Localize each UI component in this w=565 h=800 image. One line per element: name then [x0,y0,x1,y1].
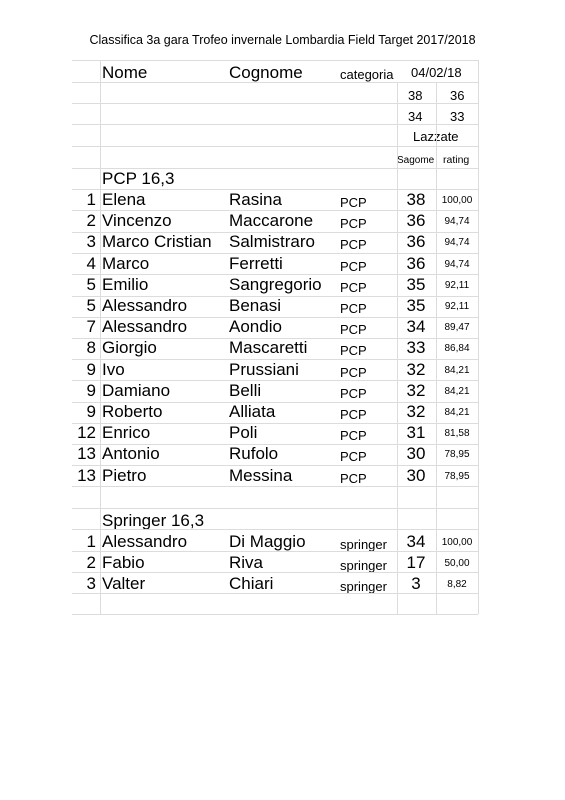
row-categoria: PCP [340,195,367,210]
header-cognome: Cognome [229,63,303,82]
grid-line [72,317,478,318]
grid-line [72,486,478,487]
grid-line [72,593,478,594]
header-r3a: 34 [408,109,423,124]
row-cognome: Messina [229,465,293,485]
row-rating: 84,21 [444,364,470,376]
grid-line [72,146,478,147]
grid-line [72,551,478,552]
row-cognome: Rufolo [229,444,279,464]
row-position: 12 [77,423,96,443]
row-position: 2 [86,211,96,231]
row-nome: Vincenzo [102,211,172,231]
row-position: 9 [86,359,96,379]
row-categoria: springer [340,579,387,595]
grid-line [72,359,478,360]
header-sagome: Sagome [397,155,435,166]
row-cognome: Chiari [229,574,274,594]
row-categoria: springer [340,558,387,574]
grid-line [72,82,478,83]
row-rating: 94,74 [444,258,470,270]
row-cognome: Ferretti [229,253,283,273]
row-categoria: springer [340,537,387,552]
row-nome: Elena [102,190,146,209]
row-position: 5 [86,296,96,315]
row-categoria: PCP [340,301,367,316]
row-rating: 50,00 [444,558,470,570]
header-r2b: 36 [450,88,465,103]
grid-line [72,274,478,275]
grid-line [72,508,478,509]
row-categoria: PCP [340,237,367,253]
row-nome: Pietro [102,465,147,485]
row-score: 38 [406,190,426,209]
row-score: 32 [406,359,426,379]
row-position: 13 [77,444,96,464]
row-position: 3 [86,574,96,594]
row-position: 5 [86,274,96,294]
section-title-pcp: PCP 16,3 [102,169,175,188]
row-score: 35 [406,296,426,315]
row-position: 9 [86,380,96,400]
grid-line [72,338,478,339]
row-score: 34 [406,532,426,551]
row-categoria: PCP [340,216,367,232]
row-categoria: PCP [340,470,367,486]
row-categoria: PCP [340,407,367,422]
row-score: 30 [406,465,426,485]
section-title-springer: Springer 16,3 [102,511,205,530]
grid-line [72,60,478,61]
row-score: 32 [406,380,426,400]
grid-line [72,423,478,424]
grid-line [72,465,478,466]
grid-line [72,444,478,445]
row-nome: Alessandro [102,296,188,315]
row-score: 30 [406,444,426,464]
row-score: 36 [406,253,426,273]
row-position: 1 [86,532,96,551]
row-cognome: Prussiani [229,359,299,379]
row-rating: 81,58 [444,428,470,440]
row-categoria: PCP [340,322,367,338]
row-cognome: Rasina [229,190,282,209]
row-position: 3 [86,232,96,252]
grid-line [72,103,478,104]
row-score: 31 [406,423,426,443]
row-score: 32 [406,402,426,421]
grid-column-line [100,60,101,614]
header-rating: rating [443,154,470,166]
row-nome: Emilio [102,274,149,294]
row-cognome: Salmistraro [229,232,315,252]
row-nome: Marco Cristian [102,232,212,252]
row-score: 34 [406,317,426,337]
row-rating: 92,11 [444,279,470,291]
row-position: 9 [86,402,96,421]
row-score: 3 [411,574,421,594]
row-rating: 86,84 [444,343,470,355]
row-nome: Enrico [102,423,151,443]
row-rating: 78,95 [444,470,470,482]
row-rating: 92,11 [444,301,470,312]
row-position: 1 [86,190,96,209]
row-cognome: Maccarone [229,211,314,231]
row-nome: Damiano [102,380,171,400]
grid-line [72,189,478,190]
grid-line [72,529,478,530]
row-cognome: Aondio [229,317,282,337]
row-rating: 84,21 [444,407,470,418]
row-position: 2 [86,553,96,573]
row-categoria: PCP [340,343,367,359]
row-rating: 84,21 [444,385,470,397]
row-cognome: Alliata [229,402,276,421]
header-categoria: categoria [340,67,394,82]
row-position: 13 [77,465,96,485]
row-cognome: Benasi [229,296,281,315]
grid-line [72,232,478,233]
row-score: 35 [406,274,426,294]
row-categoria: PCP [340,258,367,274]
row-nome: Ivo [102,359,125,379]
row-nome: Antonio [102,444,160,464]
header-venue: Lazzate [413,129,459,144]
row-rating: 94,74 [444,216,470,228]
row-score: 36 [406,211,426,231]
grid-line [72,296,478,297]
row-rating: 100,00 [441,195,473,206]
row-categoria: PCP [340,449,367,465]
grid-line [72,253,478,254]
row-score: 36 [406,232,426,252]
row-rating: 8,82 [447,579,467,591]
document-title: Classifica 3a gara Trofeo invernale Lombardia Field Target 2017/2018 [89,33,476,47]
grid-line [72,124,478,125]
row-position: 4 [86,253,96,273]
grid-line [72,380,478,381]
row-categoria: PCP [340,364,367,380]
grid-line [72,168,478,169]
grid-column-line [436,82,437,614]
header-nome: Nome [102,63,148,82]
row-nome: Fabio [102,553,145,573]
row-cognome: Belli [229,380,262,400]
row-nome: Alessandro [102,532,188,551]
row-nome: Roberto [102,402,163,421]
header-r2a: 38 [408,88,423,103]
row-score: 33 [406,338,426,358]
row-cognome: Sangregorio [229,274,322,294]
row-rating: 78,95 [444,449,470,461]
row-rating: 89,47 [444,322,470,334]
row-rating: 94,74 [444,237,470,249]
grid-column-line [397,82,398,614]
row-nome: Giorgio [102,338,157,358]
grid-column-line [478,60,479,614]
grid-line [72,614,478,615]
header-date: 04/02/18 [411,65,462,80]
grid-line [72,402,478,403]
row-rating: 100,00 [441,537,473,548]
grid-line [72,210,478,211]
row-categoria: PCP [340,385,367,401]
row-nome: Valter [102,574,146,594]
row-position: 8 [86,338,96,358]
row-position: 7 [86,317,96,337]
row-categoria: PCP [340,428,367,444]
row-cognome: Di Maggio [229,532,306,551]
row-nome: Marco [102,253,150,273]
row-cognome: Riva [229,553,264,573]
row-nome: Alessandro [102,317,188,337]
row-cognome: Mascaretti [229,338,308,358]
grid-line [72,572,478,573]
row-categoria: PCP [340,279,367,295]
header-r3b: 33 [450,109,465,124]
row-score: 17 [406,553,426,573]
row-cognome: Poli [229,423,258,443]
